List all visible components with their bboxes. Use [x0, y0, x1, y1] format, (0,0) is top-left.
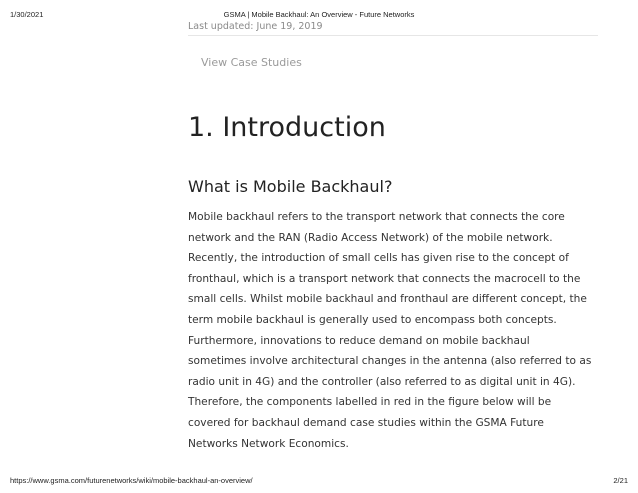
print-page-title: GSMA | Mobile Backhaul: An Overview - Future Networks: [223, 10, 415, 19]
print-footer: [0, 476, 638, 488]
body-paragraph: [188, 207, 618, 454]
body-line: Mobile backhaul refers to the transport network that connects the core: [188, 211, 565, 223]
body-line: term mobile backhaul is generally used to encompass both concepts.: [188, 313, 557, 326]
body-line: Furthermore, innovations to reduce demand on mobile backhaul: [188, 334, 530, 347]
body-line: Therefore, the components labelled in red in the figure below will be: [188, 396, 552, 409]
page-number: 2/21: [613, 476, 628, 485]
body-line: Recently, the introduction of small cells has given rise to the concept of: [188, 252, 569, 265]
body-line: fronthaul, which is a transport network that connects the macrocell to the: [188, 272, 581, 285]
body-line: covered for backhaul demand case studies within the GSMA Future: [188, 416, 544, 429]
body-line: small cells. Whilst mobile backhaul and fronthaul are different concept, the: [188, 293, 587, 306]
print-date: 1/30/2021: [10, 10, 44, 19]
last-updated-label: Last updated: June 19, 2019: [188, 21, 323, 32]
divider: [188, 35, 598, 36]
view-case-studies-link[interactable]: View Case Studies: [201, 56, 302, 69]
print-url: https://www.gsma.com/futurenetworks/wiki/mobile-backhaul-an-overview/: [10, 476, 253, 485]
section-title: 1. Introduction: [188, 112, 386, 143]
body-line: Networks Network Economics.: [188, 437, 349, 450]
body-line: network and the RAN (Radio Access Network) of the mobile network.: [188, 231, 553, 244]
body-line: radio unit in 4G) and the controller (also referred to as digital unit in 4G).: [188, 375, 576, 388]
body-line: sometimes involve architectural changes in the antenna (also referred to as: [188, 355, 592, 368]
section-subtitle: What is Mobile Backhaul?: [188, 177, 393, 196]
